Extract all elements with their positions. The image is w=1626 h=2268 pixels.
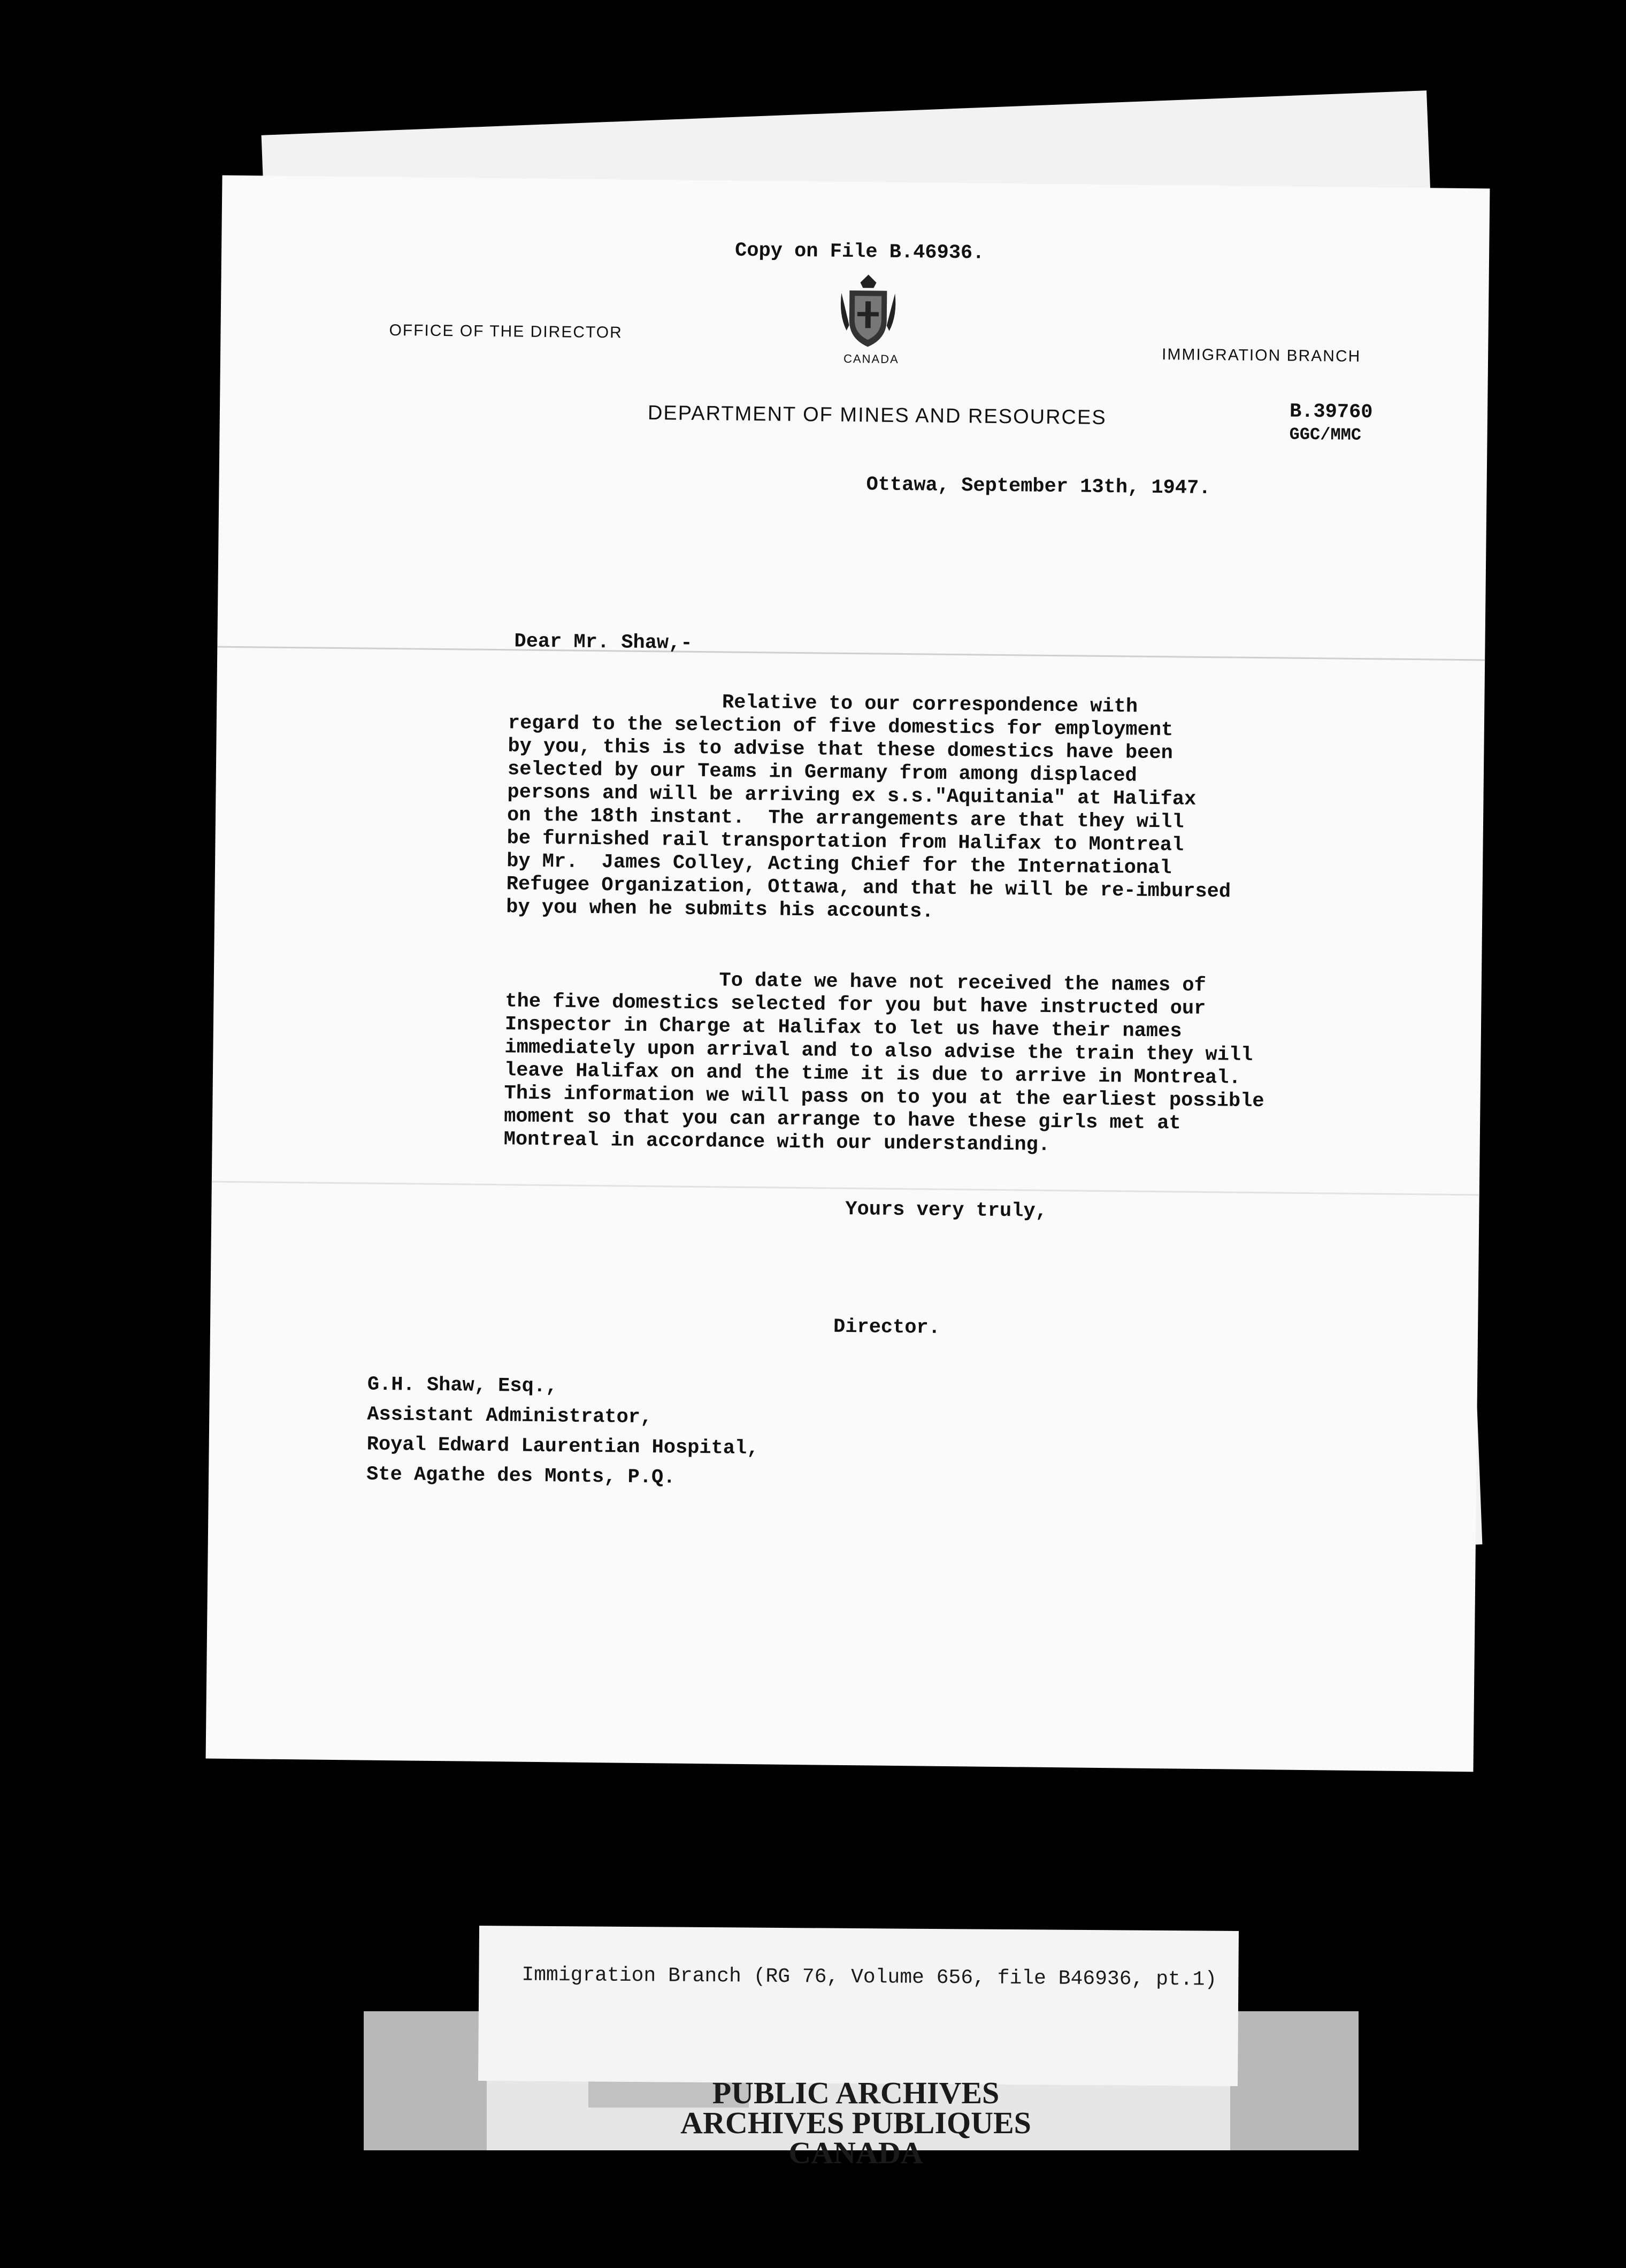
archive-reference-label bbox=[478, 1926, 1239, 2086]
file-copy-note: Copy on File B.46936. bbox=[734, 239, 985, 265]
stamp-line-3: CANADA bbox=[788, 2135, 923, 2170]
closing: Yours very truly, bbox=[845, 1198, 1048, 1223]
letter-page bbox=[206, 175, 1490, 1772]
signature-title: Director. bbox=[833, 1315, 941, 1339]
coat-of-arms-icon bbox=[835, 272, 901, 353]
body-paragraph-1: Relative to our correspondence with regard to the selection of five domestics for employment by you, this is to advise that these domestics have been selected by our Teams in Germany from among displaced persons and will be arriving ex s.s."Aquitania" at Halifax on the 18th instant. The arrangements are that they will be furnished rail transportation from Halifax to Montreal by Mr. James Colley, Acting Chief for the International Refugee Organization, Ottawa, and that he will be re-imbursed by you when he submits his accounts. bbox=[506, 689, 1231, 923]
immigration-branch-header: IMMIGRATION BRANCH bbox=[1161, 346, 1361, 365]
stamp-line-2: ARCHIVES PUBLIQUES bbox=[680, 2105, 1031, 2140]
department-name: DEPARTMENT OF MINES AND RESOURCES bbox=[647, 402, 1107, 430]
date-line: Ottawa, September 13th, 1947. bbox=[866, 473, 1211, 500]
tape-end bbox=[364, 2011, 487, 2150]
salutation: Dear Mr. Shaw,- bbox=[514, 630, 693, 655]
stamp-line-1: PUBLIC ARCHIVES bbox=[712, 2075, 1000, 2110]
tape-end bbox=[1230, 2011, 1359, 2150]
public-archives-stamp bbox=[562, 2075, 1150, 2190]
reference-initials: GGC/MMC bbox=[1289, 424, 1362, 445]
reference-number: B.39760 bbox=[1289, 400, 1373, 424]
archive-reference-text: Immigration Branch (RG 76, Volume 656, file B46936, pt.1) bbox=[521, 1963, 1217, 1991]
body-paragraph-2: To date we have not received the names of the five domestics selected for you but have instructed our Inspector in Charge at Halifax to let us have their names immediately upon arrival and to also advise the train they will leave Halifax on and the time it is due to arrive in Montreal. This information we will pass on to you at the earliest possible moment so that you can arrange to have these girls met at Montreal in accordance with our understanding. bbox=[503, 967, 1264, 1156]
crest-label: CANADA bbox=[843, 351, 899, 366]
office-of-director: OFFICE OF THE DIRECTOR bbox=[389, 321, 623, 342]
fold-line bbox=[212, 1181, 1479, 1196]
recipient-address: G.H. Shaw, Esq., Assistant Administrator, Royal Edward Laurentian Hospital, Ste Agathe des Monts, P.Q. bbox=[366, 1373, 759, 1489]
fold-line bbox=[217, 646, 1485, 661]
